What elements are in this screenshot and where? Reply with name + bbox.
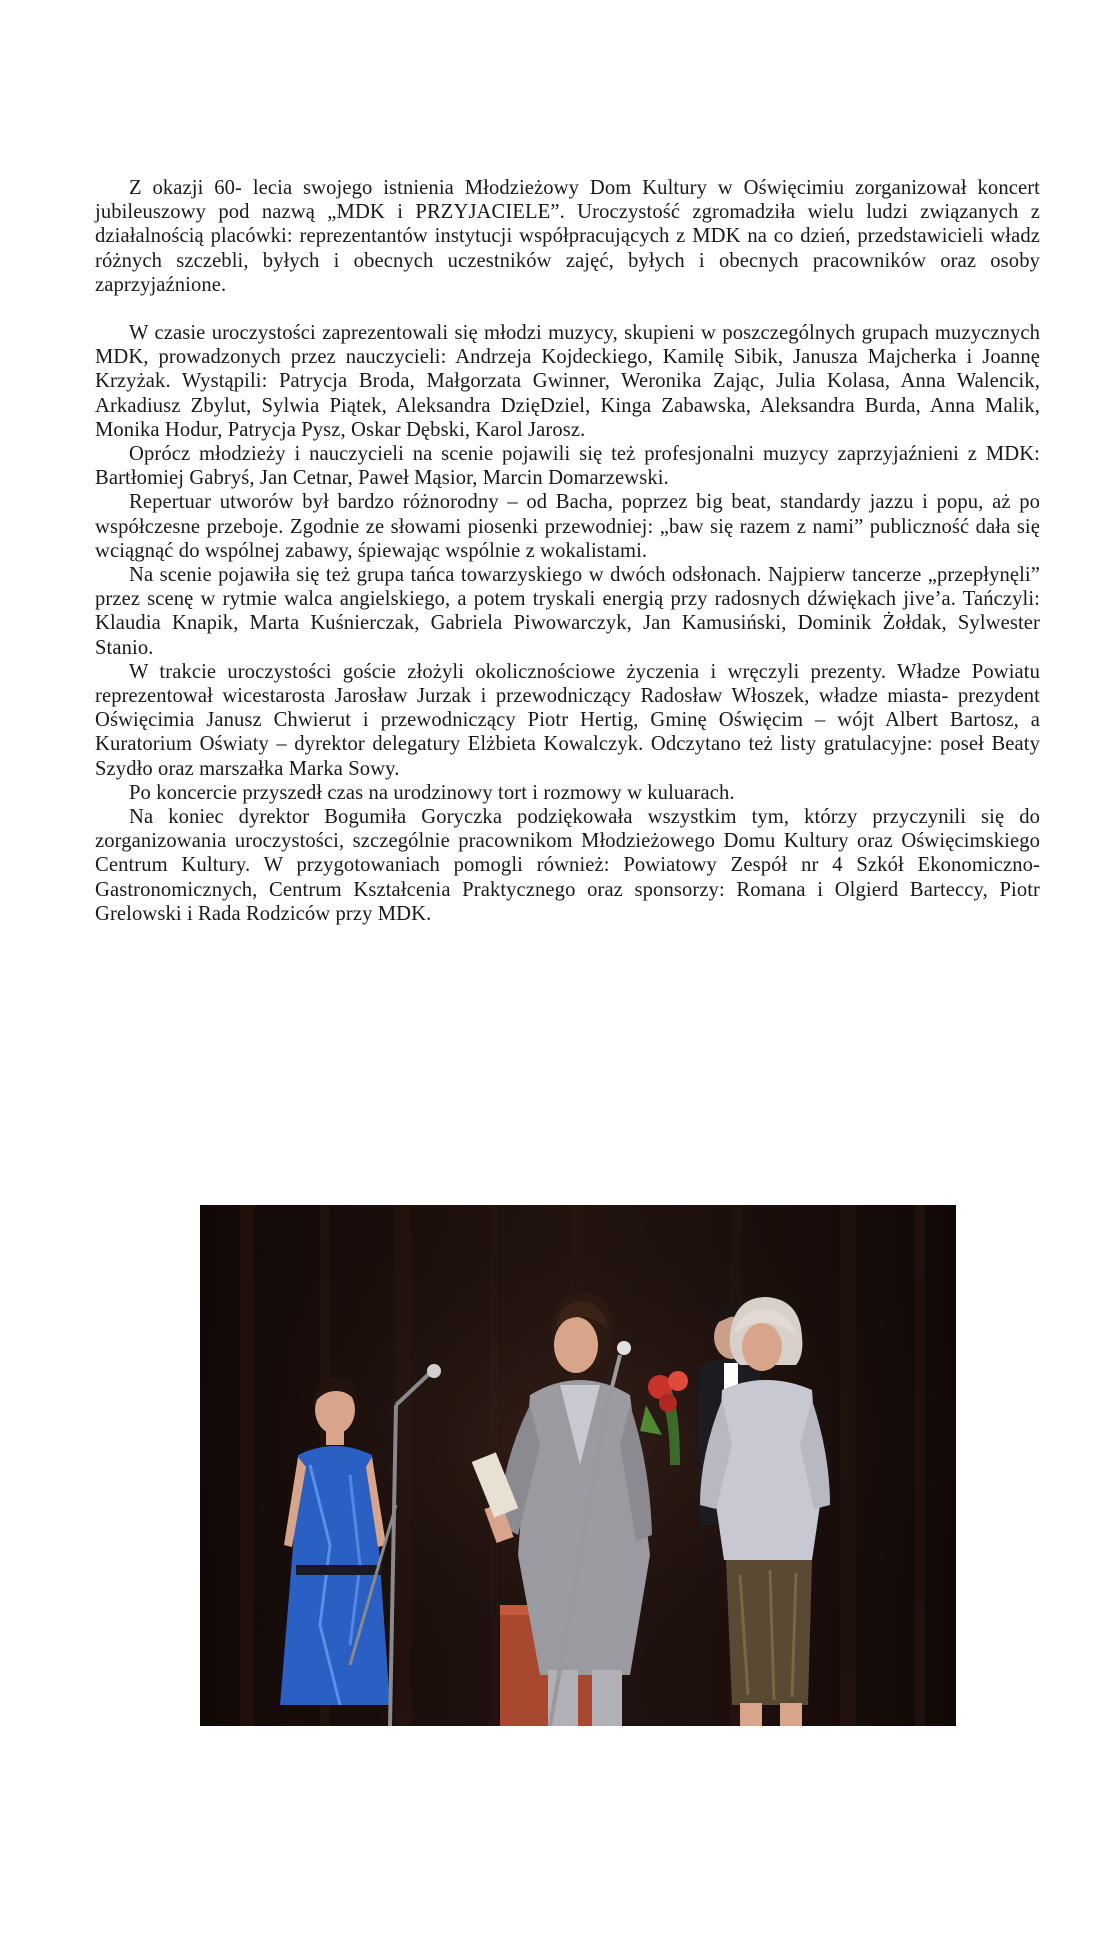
paragraph-thanks: Na koniec dyrektor Bogumiła Goryczka podziękowała wszystkim tym, którzy przyczynili się do zorganizowania uroczystości, szczególnie pracownikom Młodzieżowego Domu Kultury oraz Oświęcimskiego Centrum Kultury. W przygotowaniach pomogli również: Powiatowy Zespół nr 4 Szkół Ekonomiczno- Gastronomicznych, Centrum Kształcenia Praktycznego oraz sponsorzy: Romana i Olgierd Barteccy, Piotr Grelowski i Rada Rodziców przy MDK.: [95, 806, 1040, 925]
paragraph-cake: Po koncercie przyszedł czas na urodzinowy tort i rozmowy w kuluarach.: [129, 781, 735, 804]
paragraph-intro: Z okazji 60- lecia swojego istnienia Młodzieżowy Dom Kultury w Oświęcimiu zorganizował koncert jubileuszowy pod nazwą „MDK i PRZYJACIELE”. Uroczystość zgromadziła wielu ludzi związanych z działalnością placówki: reprezentantów instytucji współpracujących z MDK na co dzień, przedstawicieli władz różnych szczebli, byłych i obecnych uczestników zajęć, byłych i obecnych pracowników oraz osoby zaprzyjaźnione.: [95, 177, 1040, 296]
concert-photo: [200, 1205, 956, 1726]
concert-photo-illustration: [200, 1205, 956, 1726]
article-text: [95, 176, 1040, 926]
paragraph-repertoire: Repertuar utworów był bardzo różnorodny – od Bacha, poprzez big beat, standardy jazzu i popu, aż po współczesne przeboje. Zgodnie ze słowami piosenki przewodniej: „baw się razem z nami” publiczność dała się wciągnąć do wspólnej zabawy, śpiewając wspólnie z wokalistami.: [95, 491, 1040, 562]
paragraph-guests: W trakcie uroczystości goście złożyli okolicznościowe życzenia i wręczyli prezenty. Władze Powiatu reprezentował wicestarosta Jarosław Jurzak i przewodniczący Radosław Włoszek, władze miasta- prezydent Oświęcimia Janusz Chwierut i przewodniczący Piotr Hertig, Gminę Oświęcim – wójt Albert Bartosz, a Kuratorium Oświaty – dyrektor delegatury Elżbieta Kowalczyk. Odczytano też listy gratulacyjne: poseł Beaty Szydło oraz marszałka Marka Sowy.: [95, 660, 1040, 780]
paragraph-musicians: W czasie uroczystości zaprezentowali się młodzi muzycy, skupieni w poszczególnych grupach muzycznych MDK, prowadzonych przez nauczycieli: Andrzeja Kojdeckiego, Kamilę Sibik, Janusza Majcherka i Joannę Krzyżak. Wystąpili: Patrycja Broda, Małgorzata Gwinner, Weronika Zając, Julia Kolasa, Anna Walencik, Arkadiusz Zbylut, Sylwia Piątek, Aleksandra DzięDziel, Kinga Zabawska, Aleksandra Burda, Anna Malik, Monika Hodur, Patrycja Pysz, Oskar Dębski, Karol Jarosz.: [95, 322, 1040, 441]
paragraph-professionals: Oprócz młodzieży i nauczycieli na scenie pojawili się też profesjonalni muzycy zaprzyjaźnieni z MDK: Bartłomiej Gabryś, Jan Cetnar, Paweł Mąsior, Marcin Domarzewski.: [95, 443, 1040, 490]
paragraph-dance: Na scenie pojawiła się też grupa tańca towarzyskiego w dwóch odsłonach. Najpierw tancerze „przepłynęli” przez scenę w rytmie walca angielskiego, a potem tryskali energią przy radosnych dźwiękach jive’a. Tańczyli: Klaudia Knapik, Marta Kuśnierczak, Gabriela Piwowarczyk, Jan Kamusiński, Dominik Żołdak, Sylwester Stanio.: [95, 564, 1040, 659]
